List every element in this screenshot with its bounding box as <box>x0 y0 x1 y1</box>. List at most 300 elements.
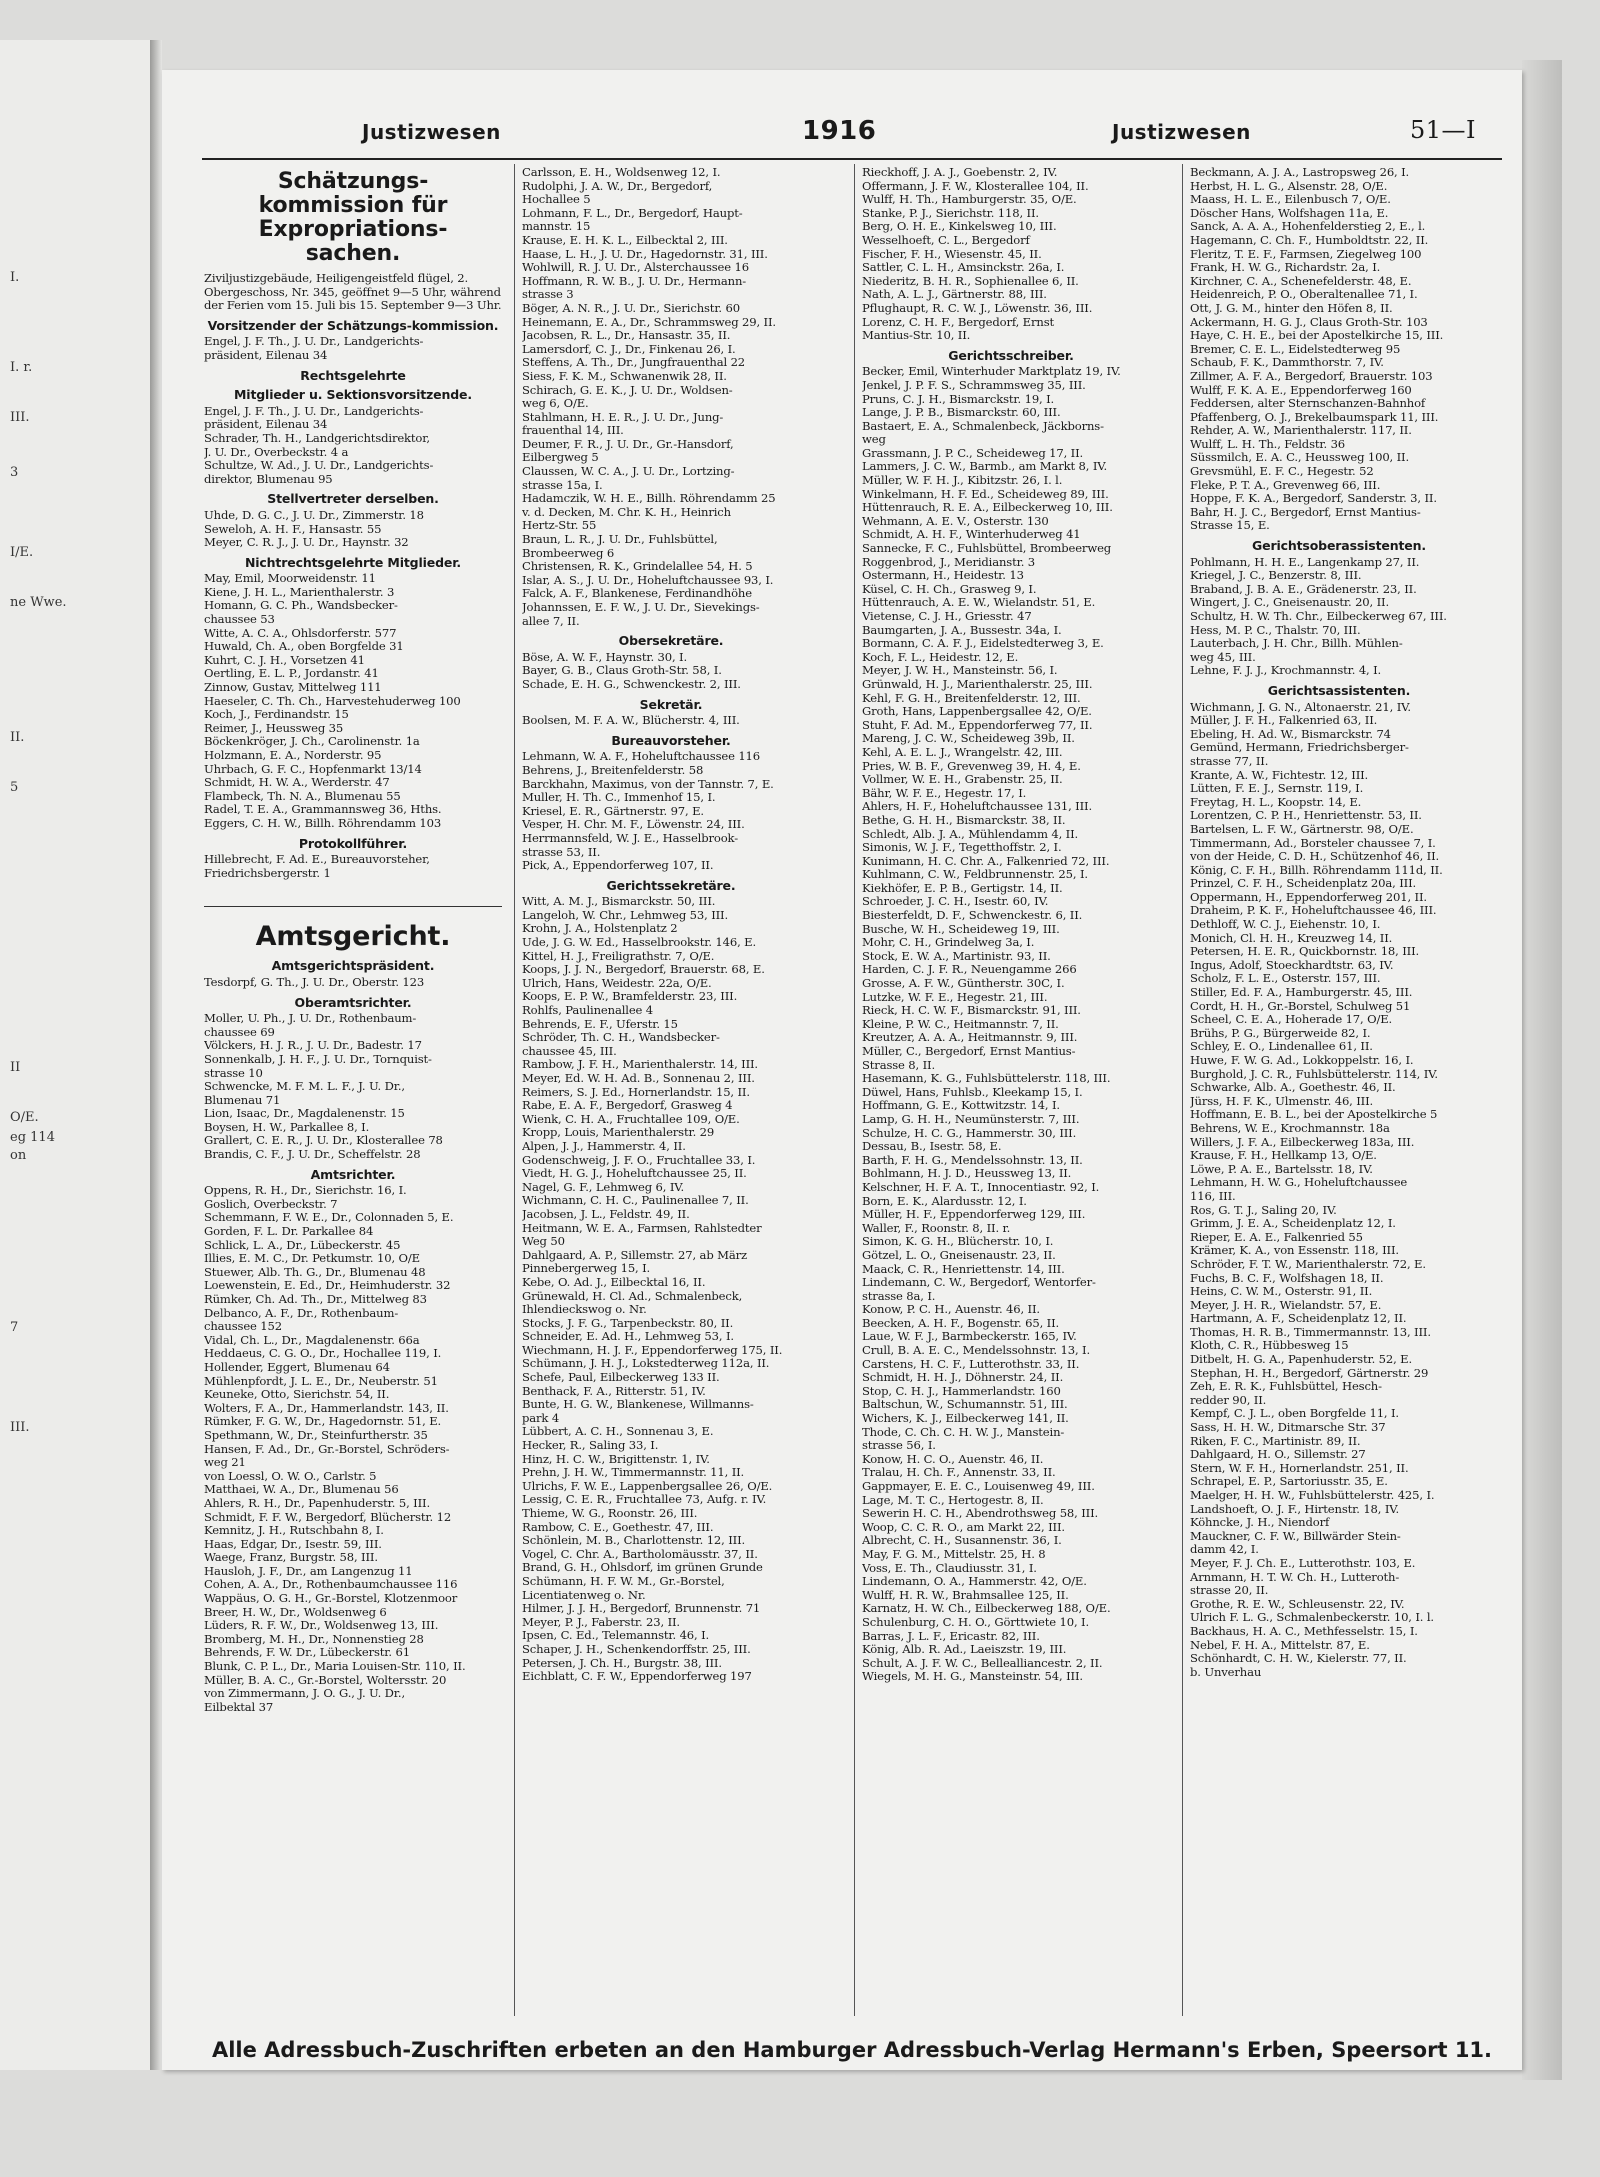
directory-entry: Brühs, P. G., Bürgerweide 82, I. <box>1190 1026 1371 1040</box>
directory-entry: Wichmann, C. H. C., Paulinenallee 7, II. <box>522 1194 749 1208</box>
directory-entry: Niederitz, B. H. R., Sophienallee 6, II. <box>862 274 1079 288</box>
directory-entry: Simon, K. G. H., Blücherstr. 10, I. <box>862 1235 1054 1249</box>
directory-entry: Jenkel, J. P. F. S., Schrammsweg 35, III. <box>862 378 1086 392</box>
directory-entry: Ingus, Adolf, Stoeckhardtstr. 63, IV. <box>1190 958 1394 972</box>
directory-entry: Kropp, Louis, Marienthalerstr. 29 <box>522 1126 715 1140</box>
column-4 <box>1190 166 1488 2016</box>
directory-entry: Rieck, H. C. W. F., Bismarckstr. 91, III. <box>862 1004 1081 1018</box>
directory-entry: Böse, A. W. F., Haynstr. 30, I. <box>522 650 688 664</box>
directory-entry: Meyer, P. J., Faberstr. 23, II. <box>522 1615 680 1629</box>
directory-entry: Heins, C. W. M., Osterstr. 91, II. <box>1190 1285 1373 1299</box>
directory-entry: Matthaei, W. A., Dr., Blumenau 56 <box>204 1483 399 1497</box>
directory-entry: Stuht, F. Ad. M., Eppendorferweg 77, II. <box>862 718 1093 732</box>
directory-entry: Groth, Hans, Lappenbergsallee 42, O/E. <box>862 705 1092 719</box>
directory-entry: Maelger, H. H. W., Fuhlsbüttelerstr. 425, I. <box>1190 1489 1435 1502</box>
directory-entry: Schultz, H. W. Th. Chr., Eilbeckerweg 67, III. <box>1190 610 1447 623</box>
directory-entry: Hausloh, J. F., Dr., am Langenzug 11 <box>204 1564 413 1578</box>
directory-entry: Eggers, C. H. W., Billh. Röhrendamm 103 <box>204 816 442 830</box>
directory-entry: Scheel, C. E. A., Hoherade 17, O/E. <box>1190 1013 1393 1027</box>
directory-entry: Hansen, F. Ad., Dr., Gr.-Borstel, Schröders- <box>204 1442 450 1456</box>
directory-entry: Stocks, J. F. G., Tarpenbeckstr. 80, II. <box>522 1316 734 1330</box>
directory-entry: Schulenburg, C. H. O., Görttwiete 10, I. <box>862 1615 1090 1629</box>
previous-page-fragment: II <box>10 1060 21 1075</box>
directory-entry: Deumer, F. R., J. U. Dr., Gr.-Hansdorf, <box>522 437 734 451</box>
directory-entry: Zillmer, A. F. A., Bergedorf, Brauerstr. 103 <box>1190 369 1433 383</box>
directory-entry: Landshoeft, O. J. F., Hirtenstr. 18, IV. <box>1190 1502 1400 1516</box>
directory-entry: Eilbergweg 5 <box>522 451 599 465</box>
directory-entry: strasse 53, II. <box>522 845 601 859</box>
directory-entry: Bromberg, M. H., Dr., Nonnenstieg 28 <box>204 1632 424 1646</box>
directory-entry: mannstr. 15 <box>522 220 591 234</box>
directory-entry: Kiene, J. H. L., Marienthalerstr. 3 <box>204 585 395 599</box>
directory-entry: Kunimann, H. C. Chr. A., Falkenried 72, III. <box>862 854 1110 868</box>
directory-entry: Friedrichsbergerstr. 1 <box>204 866 331 880</box>
directory-entry: Uhrbach, G. F. C., Hopfenmarkt 13/14 <box>204 762 422 776</box>
directory-entry: Prinzel, C. F. H., Scheidenplatz 20a, III. <box>1190 877 1417 891</box>
directory-entry: Tralau, H. Ch. F., Annenstr. 33, II. <box>862 1466 1056 1480</box>
directory-entry: Engel, J. F. Th., J. U. Dr., Landgerichts- <box>204 335 424 349</box>
directory-entry: Grünwald, H. J., Marienthalerstr. 25, III. <box>862 677 1093 691</box>
section-heading: Mitglieder u. Sektionsvorsitzende. <box>234 387 472 403</box>
directory-entry: Wappäus, O. G. H., Gr.-Borstel, Klotzenmoor <box>204 1592 458 1606</box>
directory-entry: strasse 56, I. <box>862 1439 936 1453</box>
directory-entry: Pfaffenberg, O. J., Brekelbaumspark 11, III. <box>1190 410 1439 424</box>
directory-entry: Ackermann, H. G. J., Claus Groth-Str. 103 <box>1190 315 1428 329</box>
directory-entry: Godenschweig, J. F. O., Fruchtallee 33, I. <box>522 1153 756 1167</box>
directory-entry: Müller, B. A. C., Gr.-Borstel, Woltersstr. 20 <box>204 1673 447 1687</box>
directory-entry: Lübbert, A. C. H., Sonnenau 3, E. <box>522 1425 714 1439</box>
directory-entry: Falck, A. F., Blankenese, Ferdinandhöhe <box>522 587 752 601</box>
page-header <box>162 116 1522 154</box>
directory-entry: Draheim, P. K. F., Hoheluftchaussee 46, III. <box>1190 904 1437 918</box>
directory-entry: Kuhlmann, C. W., Feldbrunnenstr. 25, I. <box>862 868 1088 882</box>
directory-entry: Brombeerweg 6 <box>522 546 615 560</box>
directory-entry: Haas, Edgar, Dr., Isestr. 59, III. <box>204 1537 382 1551</box>
directory-entry: Schmidt, A. H. F., Winterhuderweg 41 <box>862 528 1081 542</box>
directory-entry: Fuchs, B. C. F., Wolfshagen 18, II. <box>1190 1271 1384 1285</box>
directory-entry: Seweloh, A. H. F., Hansastr. 55 <box>204 522 382 536</box>
directory-entry: Beckmann, A. J. A., Lastropsweg 26, I. <box>1190 166 1410 179</box>
directory-entry: strasse 20, II. <box>1190 1584 1269 1598</box>
directory-entry: Behrends, E. F., Uferstr. 15 <box>522 1017 678 1031</box>
column-divider <box>854 164 855 2016</box>
directory-entry: Feddersen, alter Sternschanzen-Bahnhof <box>1190 397 1426 411</box>
directory-entry: Dessau, B., Isestr. 58, E. <box>862 1140 1002 1154</box>
directory-entry: Mareng, J. C. W., Scheideweg 39b, II. <box>862 732 1075 746</box>
directory-entry: Döscher Hans, Wolfshagen 11a, E. <box>1190 206 1389 220</box>
directory-entry: Tesdorpf, G. Th., J. U. Dr., Oberstr. 123 <box>204 975 425 989</box>
directory-entry: chaussee 53 <box>204 613 275 627</box>
directory-entry: Lorenz, C. H. F., Bergedorf, Ernst <box>862 315 1055 329</box>
directory-entry: Spethmann, W., Dr., Steinfurtherstr. 35 <box>204 1428 428 1442</box>
directory-entry: Thode, C. Ch. C. H. W. J., Manstein- <box>862 1425 1065 1439</box>
directory-entry: Herrmannsfeld, W. J. E., Hasselbrook- <box>522 831 738 845</box>
directory-entry: Pinnebergerweg 15, I. <box>522 1262 651 1276</box>
directory-entry: Lohmann, F. L., Dr., Bergedorf, Haupt- <box>522 206 743 220</box>
directory-entry: Wichers, K. J., Eilbeckerweg 141, II. <box>862 1412 1069 1426</box>
directory-entry: Maass, H. L. E., Eilenbusch 7, O/E. <box>1190 193 1391 207</box>
directory-entry: Loewenstein, E. Ed., Dr., Heimhuderstr. 32 <box>204 1279 451 1293</box>
directory-entry: Hartmann, A. F., Scheidenplatz 12, II. <box>1190 1312 1407 1326</box>
directory-entry: Sattler, C. L. H., Amsinckstr. 26a, I. <box>862 261 1065 275</box>
directory-entry: Küsel, C. H. Ch., Grasweg 9, I. <box>862 582 1037 596</box>
directory-entry: Bayer, G. B., Claus Groth-Str. 58, I. <box>522 664 722 678</box>
directory-entry: Vogel, C. Chr. A., Bartholomäusstr. 37, II. <box>522 1547 758 1561</box>
directory-entry: Ott, J. G. M., hinter den Höfen 8, II. <box>1190 301 1393 315</box>
directory-entry: Eilbektal 37 <box>204 1700 274 1714</box>
directory-entry: direktor, Blumenau 95 <box>204 472 333 486</box>
directory-entry: Rudolphi, J. A. W., Dr., Bergedorf, <box>522 179 713 193</box>
directory-entry: Heinemann, E. A., Dr., Schrammsweg 29, II. <box>522 315 776 329</box>
directory-entry: Kelschner, H. F. A. T., Innocentiastr. 92, I. <box>862 1180 1100 1194</box>
directory-entry: Hoffmann, E. B. L., bei der Apostelkirche 5 <box>1190 1108 1438 1122</box>
directory-entry: Simonis, W. J. F., Tegetthoffstr. 2, I. <box>862 841 1062 855</box>
directory-entry: Müller, C., Bergedorf, Ernst Mantius- <box>862 1045 1076 1058</box>
directory-entry: Meyer, F. J. Ch. E., Lutterothstr. 103, E. <box>1190 1556 1416 1570</box>
directory-entry: Willers, J. F. A., Eilbeckerweg 183a, III. <box>1190 1135 1415 1149</box>
directory-entry: Barras, J. L. F., Ericastr. 82, III. <box>862 1629 1040 1643</box>
directory-entry: Stern, W. F. H., Hornerlandstr. 251, II. <box>1190 1461 1409 1475</box>
directory-entry: Stock, E. W. A., Martinistr. 93, II. <box>862 949 1051 963</box>
directory-entry: Schlick, L. A., Dr., Lübeckerstr. 45 <box>204 1238 401 1252</box>
directory-entry: Barth, F. H. G., Mendelssohnstr. 13, II. <box>862 1153 1083 1167</box>
directory-entry: Fleke, P. T. A., Grevenweg 66, III. <box>1190 478 1381 492</box>
directory-entry: Harden, C. J. F. R., Neuengamme 266 <box>862 963 1077 977</box>
directory-entry: Scholz, F. L. E., Osterstr. 157, III. <box>1190 972 1381 986</box>
previous-page-fragment: eg 114 <box>10 1130 55 1145</box>
directory-entry: Hertz-Str. 55 <box>522 519 597 533</box>
directory-entry: Kleine, P. W. C., Heitmannstr. 7, II. <box>862 1017 1059 1031</box>
book-gutter <box>150 40 162 2070</box>
directory-entry: Gappmayer, E. E. C., Louisenweg 49, III. <box>862 1480 1095 1493</box>
directory-entry: Meyer, Ed. W. H. Ad. B., Sonnenau 2, III. <box>522 1072 755 1085</box>
section-heading: Stellvertreter derselben. <box>267 491 439 507</box>
directory-entry: Oertling, E. L. P., Jordanstr. 41 <box>204 667 379 681</box>
directory-entry: Lamersdorf, C. J., Dr., Finkenau 26, I. <box>522 342 736 356</box>
section-heading: Oberamtsrichter. <box>294 994 412 1010</box>
directory-entry: Pohlmann, H. H. E., Langenkamp 27, II. <box>1190 555 1420 569</box>
directory-entry: Bartelsen, L. F. W., Gärtnerstr. 98, O/E. <box>1190 822 1414 836</box>
directory-entry: Lauterbach, J. H. Chr., Billh. Mühlen- <box>1190 637 1403 651</box>
directory-entry: Hoffmann, G. E., Kottwitzstr. 14, I. <box>862 1099 1060 1113</box>
directory-entry: Siess, F. K. M., Schwanenwik 28, II. <box>522 369 727 383</box>
header-rule <box>202 158 1502 160</box>
directory-entry: Rieckhoff, J. A. J., Goebenstr. 2, IV. <box>862 166 1058 179</box>
directory-entry: Völckers, H. J. R., J. U. Dr., Badestr. 17 <box>204 1039 422 1053</box>
directory-entry: Mauckner, C. F. W., Billwärder Stein- <box>1190 1529 1401 1543</box>
directory-entry: König, Alb. R. Ad., Laeiszstr. 19, III. <box>862 1643 1067 1657</box>
directory-entry: Ros, G. T. J., Saling 20, IV. <box>1190 1203 1337 1217</box>
directory-entry: Christensen, R. K., Grindelallee 54, H. 5 <box>522 560 753 574</box>
directory-entry: Schümann, H. F. W. M., Gr.-Borstel, <box>522 1574 725 1588</box>
directory-entry: Schröder, Th. C. H., Wandsbecker- <box>522 1031 720 1045</box>
directory-entry: strasse 77, II. <box>1190 754 1269 768</box>
directory-entry: Viedt, H. G. J., Hoheluftchaussee 25, II. <box>522 1167 747 1181</box>
directory-entry: Homann, G. C. Ph., Wandsbecker- <box>204 599 398 613</box>
directory-entry: Cordt, H. H., Gr.-Borstel, Schulweg 51 <box>1190 999 1411 1013</box>
directory-entry: Stiller, Ed. F. A., Hamburgerstr. 45, III. <box>1190 986 1413 1000</box>
directory-entry: Voss, E. Th., Claudiusstr. 31, I. <box>862 1561 1037 1575</box>
directory-entry: b. Unverhau <box>1190 1665 1262 1679</box>
directory-entry: chaussee 45, III. <box>522 1044 617 1058</box>
column-divider <box>1182 164 1183 2016</box>
directory-entry: Behrens, J., Breitenfelderstr. 58 <box>522 763 704 777</box>
directory-entry: Boolsen, M. F. A. W., Blücherstr. 4, III. <box>522 714 740 728</box>
directory-entry: Schade, E. H. G., Schwenckestr. 2, III. <box>522 677 741 691</box>
section-heading: Gerichtssekretäre. <box>606 877 736 893</box>
directory-entry: Wienk, C. H. A., Fruchtallee 109, O/E. <box>522 1112 740 1126</box>
column-2 <box>522 166 820 2016</box>
directory-entry: Köhncke, J. H., Niendorf <box>1190 1516 1330 1530</box>
previous-page-fragment: O/E. <box>10 1110 39 1125</box>
previous-page-fragment: 3 <box>10 465 19 480</box>
directory-entry: Mohr, C. H., Grindelweg 3a, I. <box>862 936 1035 950</box>
directory-entry: Keuneke, Otto, Sierichstr. 54, II. <box>204 1388 390 1402</box>
directory-entry: Born, E. K., Alardusstr. 12, I. <box>862 1194 1027 1208</box>
directory-entry: präsident, Eilenau 34 <box>204 418 328 432</box>
directory-entry: Claussen, W. C. A., J. U. Dr., Lortzing- <box>522 465 735 479</box>
directory-entry: Schmidt, H. H. J., Döhnerstr. 24, II. <box>862 1371 1064 1385</box>
directory-entry: Backhaus, H. A. C., Methfesselstr. 15, I. <box>1190 1624 1418 1638</box>
directory-entry: Schümann, J. H. J., Lokstedterweg 112a, II. <box>522 1357 770 1371</box>
section-heading: Bureauvorsteher. <box>611 732 731 748</box>
directory-entry: Lehne, F. J. J., Krochmannstr. 4, I. <box>1190 664 1382 678</box>
directory-entry: Hochallee 5 <box>522 193 591 207</box>
directory-entry: Rehder, A. W., Marienthalerstr. 117, II. <box>1190 424 1412 438</box>
directory-entry: Wulff, F. K. A. E., Eppendorferweg 160 <box>1190 383 1412 397</box>
directory-entry: Dahlgaard, H. O., Sillemstr. 27 <box>1190 1448 1366 1462</box>
directory-entry: Pflughaupt, R. C. W. J., Löwenstr. 36, III. <box>862 301 1093 315</box>
directory-entry: Böckenkröger, J. Ch., Carolinenstr. 1a <box>204 735 420 749</box>
directory-entry: Fischer, F. H., Wiesenstr. 45, II. <box>862 247 1042 261</box>
column-3 <box>862 166 1160 2016</box>
directory-entry: Schult, A. J. F. W. C., Bellealliancestr. 2, II. <box>862 1656 1103 1670</box>
directory-entry: weg 45, III. <box>1190 650 1256 664</box>
directory-entry: Ude, J. G. W. Ed., Hasselbrookstr. 146, E. <box>522 936 756 950</box>
directory-entry: Kreutzer, A. A. A., Heitmannstr. 9, III. <box>862 1031 1078 1045</box>
section-heading: Vorsitzender der Schätzungs-kommission. <box>207 317 499 333</box>
directory-entry: Koch, F. L., Heidestr. 12, E. <box>862 650 1019 664</box>
section-heading: Amtsgericht. <box>204 906 502 953</box>
directory-entry: Krohn, J. A., Holstenplatz 2 <box>522 922 678 936</box>
section-heading: Gerichtsoberassistenten. <box>1252 538 1426 554</box>
directory-entry: Konow, H. C. O., Auenstr. 46, II. <box>862 1452 1044 1466</box>
directory-entry: Reimer, J., Heussweg 35 <box>204 721 344 735</box>
directory-entry: Haase, L. H., J. U. Dr., Hagedornstr. 31, III. <box>522 247 768 261</box>
directory-entry: Dahlgaard, A. P., Sillemstr. 27, ab März <box>522 1248 747 1262</box>
directory-entry: Hadamczik, W. H. E., Billh. Röhrendamm 25 <box>522 492 776 506</box>
directory-entry: Jacobsen, R. L., Dr., Hansastr. 35, II. <box>522 329 731 343</box>
directory-entry: Albrecht, C. H., Susannenstr. 36, I. <box>862 1534 1062 1548</box>
section-heading: Amtsrichter. <box>310 1166 396 1182</box>
directory-entry: strasse 3 <box>522 288 574 302</box>
directory-entry: Ulrichs, F. W. E., Lappenbergsallee 26, O/E. <box>522 1479 773 1493</box>
directory-entry: Müller, H. F., Eppendorferweg 129, III. <box>862 1208 1086 1222</box>
directory-entry: Hinz, H. C. W., Brigittenstr. 1, IV. <box>522 1452 710 1466</box>
directory-entry: Löwe, P. A. E., Bartelsstr. 18, IV. <box>1190 1162 1373 1176</box>
directory-entry: Ipsen, C. Ed., Telemannstr. 46, I. <box>522 1629 710 1643</box>
directory-entry: Delbanco, A. F., Dr., Rothenbaum- <box>204 1306 399 1320</box>
directory-entry: Heddaeus, C. G. O., Dr., Hochallee 119, I. <box>204 1347 442 1361</box>
directory-entry: Baumgarten, J. A., Bussestr. 34a, I. <box>862 623 1062 637</box>
previous-page-fragment: III. <box>10 410 30 425</box>
directory-entry: Bunte, H. G. W., Blankenese, Willmanns- <box>522 1398 754 1412</box>
directory-entry: Stephan, H. H., Bergedorf, Gärtnerstr. 29 <box>1190 1366 1429 1380</box>
directory-entry: Rohlfs, Paulinenallee 4 <box>522 1004 654 1018</box>
directory-entry: Stanke, P. J., Sierichstr. 118, II. <box>862 206 1039 220</box>
directory-entry: Kehl, A. E. L. J., Wrangelstr. 42, III. <box>862 745 1063 759</box>
directory-entry: Braun, L. R., J. U. Dr., Fuhlsbüttel, <box>522 533 718 547</box>
directory-entry: Nath, A. L. J., Gärtnerstr. 88, III. <box>862 288 1047 302</box>
directory-entry: Stuewer, Alb. Th. G., Dr., Blumenau 48 <box>204 1265 426 1279</box>
directory-entry: Schmidt, H. W. A., Werderstr. 47 <box>204 776 390 790</box>
section-heading: Sekretär. <box>639 696 703 712</box>
directory-entry: Behrends, F. W. Dr., Lübeckerstr. 61 <box>204 1646 410 1660</box>
previous-page-edge <box>0 40 151 2070</box>
directory-entry: Hoppe, F. K. A., Bergedorf, Sanderstr. 3, II. <box>1190 492 1437 506</box>
directory-entry: Sass, H. H. W., Ditmarsche Str. 37 <box>1190 1421 1386 1435</box>
directory-entry: Grünewald, H. Cl. Ad., Schmalenbeck, <box>522 1289 743 1303</box>
directory-entry: Haeseler, C. Th. Ch., Harvestehuderweg 100 <box>204 694 461 708</box>
previous-page-fragment: III. <box>10 1420 30 1435</box>
directory-entry: Meyer, C. R. J., J. U. Dr., Haynstr. 32 <box>204 536 409 550</box>
directory-entry: Strasse 15, E. <box>1190 519 1270 533</box>
directory-entry: Wiechmann, H. J. F., Eppendorferweg 175, II. <box>522 1343 783 1357</box>
directory-entry: Eichblatt, C. F. W., Eppendorferweg 197 <box>522 1670 752 1684</box>
directory-entry: J. U. Dr., Overbeckstr. 4 a <box>204 445 349 459</box>
previous-page-fragment: I. r. <box>10 360 33 375</box>
directory-entry: weg 6, O/E. <box>522 397 589 411</box>
directory-entry: Offermann, J. F. W., Klosterallee 104, II. <box>862 179 1089 193</box>
previous-page-fragment: ne Wwe. <box>10 595 67 610</box>
directory-entry: Bastaert, E. A., Schmalenbeck, Jäckborns- <box>862 419 1104 433</box>
directory-entry: Woop, C. C. R. O., am Markt 22, III. <box>862 1520 1065 1534</box>
directory-entry: Zeh, E. R. K., Fuhlsbüttel, Hesch- <box>1190 1380 1382 1394</box>
directory-entry: May, Emil, Moorweidenstr. 11 <box>204 572 376 586</box>
directory-entry: von Loessl, O. W. O., Carlstr. 5 <box>204 1469 377 1483</box>
directory-entry: Jacobsen, J. L., Feldstr. 49, II. <box>522 1207 690 1221</box>
directory-entry: Gorden, F. L. Dr. Parkallee 84 <box>204 1225 374 1239</box>
directory-entry: Moller, U. Ph., J. U. Dr., Rothenbaum- <box>204 1012 417 1026</box>
directory-entry: Hüttenrauch, A. E. W., Wielandstr. 51, E. <box>862 596 1096 610</box>
directory-entry: Benthack, F. A., Ritterstr. 51, IV. <box>522 1384 706 1398</box>
directory-entry: weg <box>862 433 886 447</box>
directory-entry: Schwarke, Alb. A., Goethestr. 46, II. <box>1190 1081 1396 1095</box>
page-number: 51—I <box>1410 116 1477 144</box>
directory-entry: May, F. G. M., Mittelstr. 25, H. 8 <box>862 1547 1046 1561</box>
directory-entry: Huwe, F. W. G. Ad., Lokkoppelstr. 16, I. <box>1190 1054 1414 1067</box>
directory-entry: Meyer, J. W. H., Mansteinstr. 56, I. <box>862 664 1058 678</box>
directory-entry: Müller, J. F. H., Falkenried 63, II. <box>1190 714 1378 728</box>
column-divider <box>514 164 515 2016</box>
directory-entry: Lamp, G. H. H., Neumünsterstr. 7, III. <box>862 1112 1080 1126</box>
directory-entry: Koch, J., Ferdinandstr. 15 <box>204 708 349 722</box>
directory-entry: Grothe, R. E. W., Schleusenstr. 22, IV. <box>1190 1597 1405 1611</box>
previous-page-fragment: on <box>10 1148 27 1163</box>
directory-entry: Huwald, Ch. A., oben Borgfelde 31 <box>204 640 404 654</box>
previous-page-fragment: I/E. <box>10 545 34 560</box>
previous-page-fragment: II. <box>10 730 25 745</box>
directory-entry: Burghold, J. C. R., Fuhlsbüttelerstr. 114, IV. <box>1190 1067 1438 1081</box>
directory-entry: Wehmann, A. E. V., Osterstr. 130 <box>862 514 1049 528</box>
directory-entry: Bremer, C. E. L., Eidelstedterweg 95 <box>1190 342 1401 356</box>
directory-entry: Mantius-Str. 10, II. <box>862 329 971 343</box>
directory-entry: Götzel, L. O., Gneisenaustr. 23, II. <box>862 1248 1056 1262</box>
directory-entry: Nagel, G. F., Lehmweg 6, IV. <box>522 1180 684 1194</box>
directory-entry: redder 90, II. <box>1190 1393 1267 1407</box>
directory-entry: Schönlein, M. B., Charlottenstr. 12, III. <box>522 1534 746 1548</box>
directory-entry: Wingert, J. C., Gneisenaustr. 20, II. <box>1190 596 1389 610</box>
directory-entry: Biesterfeldt, D. F., Schwenckestr. 6, II. <box>862 909 1083 923</box>
directory-entry: Grevsmühl, E. F. C., Hegestr. 52 <box>1190 465 1374 479</box>
directory-entry: Schröder, F. T. W., Marienthalerstr. 72, E. <box>1190 1257 1426 1271</box>
directory-entry: Stop, C. H. J., Hammerlandstr. 160 <box>862 1384 1061 1398</box>
directory-entry: Roggenbrod, J., Meridianstr. 3 <box>862 555 1036 569</box>
directory-entry: Kriesel, E. R., Gärtnerstr. 97, E. <box>522 804 704 818</box>
page-edge-shadow <box>1522 60 1562 2080</box>
directory-entry: Düwel, Hans, Fuhlsb., Kleekamp 15, I. <box>862 1085 1083 1099</box>
directory-entry: Krämer, K. A., von Essenstr. 118, III. <box>1190 1244 1399 1258</box>
directory-entry: Flambeck, Th. N. A., Blumenau 55 <box>204 789 401 803</box>
directory-entry: damm 42, I. <box>1190 1543 1259 1557</box>
directory-entry: von der Heide, C. D. H., Schützenhof 46, II. <box>1190 850 1440 864</box>
directory-entry: Ostermann, H., Heidestr. 13 <box>862 569 1024 583</box>
directory-entry: Schultze, W. Ad., J. U. Dr., Landgerichts- <box>204 459 434 473</box>
directory-entry: Schirach, G. E. K., J. U. Dr., Woldsen- <box>522 383 733 397</box>
directory-entry: Barckhahn, Maximus, von der Tannstr. 7, E. <box>522 777 774 791</box>
directory-entry: Sewerin H. C. H., Abendrothsweg 58, III. <box>862 1507 1099 1521</box>
office-note: Ziviljustizgebäude, Heiligengeistfeld flügel, 2. Obergeschoss, Nr. 345, geöffnet 9—5 Uhr, während der Ferien vom 15. Juli bis 15. September 9—3 Uhr. <box>204 271 502 313</box>
directory-entry: Ulrich F. L. G., Schmalenbeckerstr. 10, I. l. <box>1190 1611 1434 1625</box>
directory-entry: Uhde, D. G. C., J. U. Dr., Zimmerstr. 18 <box>204 508 424 522</box>
directory-entry: Jürss, H. F. K., Ulmenstr. 46, III. <box>1190 1094 1374 1108</box>
directory-entry: Schley, E. O., Lindenallee 61, II. <box>1190 1040 1373 1054</box>
header-section-left: Justizwesen <box>362 120 501 144</box>
directory-entry: Wulff, H. Th., Hamburgerstr. 35, O/E. <box>862 193 1077 207</box>
section-heading: Protokollführer. <box>298 835 408 851</box>
directory-entry: Rabe, E. A. F., Bergedorf, Grasweg 4 <box>522 1099 733 1113</box>
directory-entry: Sonnenkalb, J. H. F., J. U. Dr., Tornquist- <box>204 1052 432 1066</box>
directory-entry: Hillebrecht, F. Ad. E., Bureauvorsteher, <box>204 853 430 867</box>
directory-entry: Islar, A. S., J. U. Dr., Hoheluftchaussee 93, I. <box>522 573 774 587</box>
directory-entry: Kloth, C. R., Hübbesweg 15 <box>1190 1339 1349 1353</box>
directory-entry: Schmidt, F. F. W., Bergedorf, Blücherstr. 12 <box>204 1510 452 1524</box>
directory-entry: Vietense, C. J. H., Griesstr. 47 <box>862 610 1032 623</box>
directory-entry: park 4 <box>522 1411 560 1425</box>
directory-entry: Schaper, J. H., Schenkendorffstr. 25, III. <box>522 1642 751 1656</box>
previous-page-fragment: 7 <box>10 1320 19 1335</box>
directory-entry: Becker, Emil, Winterhuder Marktplatz 19, IV. <box>862 365 1121 379</box>
directory-entry: Lehmann, W. A. F., Hoheluftchaussee 116 <box>522 750 761 764</box>
directory-entry: Busche, W. H., Scheideweg 19, III. <box>862 922 1060 936</box>
directory-entry: Lehmann, H. W. G., Hoheluftchaussee <box>1190 1176 1408 1190</box>
directory-entry: Crull, B. A. E. C., Mendelssohnstr. 13, I. <box>862 1344 1090 1358</box>
directory-entry: Bohlmann, H. J. D., Heussweg 13, II. <box>862 1167 1072 1181</box>
directory-entry: Herbst, H. L. G., Alsenstr. 28, O/E. <box>1190 179 1388 193</box>
directory-entry: Hilmer, J. J. H., Bergedorf, Brunnenstr. 71 <box>522 1602 761 1616</box>
section-heading: Obersekretäre. <box>618 633 724 649</box>
directory-entry: Rümker, F. G. W., Dr., Hagedornstr. 51, E. <box>204 1415 442 1429</box>
directory-entry: Heitmann, W. E. A., Farmsen, Rahlstedter <box>522 1221 762 1235</box>
directory-entry: Lammers, J. C. W., Barmb., am Markt 8, IV. <box>862 460 1108 474</box>
directory-entry: Schaub, F. K., Dammthorstr. 7, IV. <box>1190 356 1384 370</box>
directory-entry: Engel, J. F. Th., J. U. Dr., Landgerichts- <box>204 404 424 418</box>
directory-entry: König, C. F. H., Billh. Röhrendamm 111d, II. <box>1190 863 1443 877</box>
directory-entry: Grimm, J. E. A., Scheidenplatz 12, I. <box>1190 1217 1396 1231</box>
directory-entry: Cohen, A. A., Dr., Rothenbaumchaussee 116 <box>204 1578 458 1592</box>
directory-entry: Brand, G. H., Ohlsdorf, im grünen Grunde <box>522 1561 763 1575</box>
header-year: 1916 <box>802 116 877 146</box>
